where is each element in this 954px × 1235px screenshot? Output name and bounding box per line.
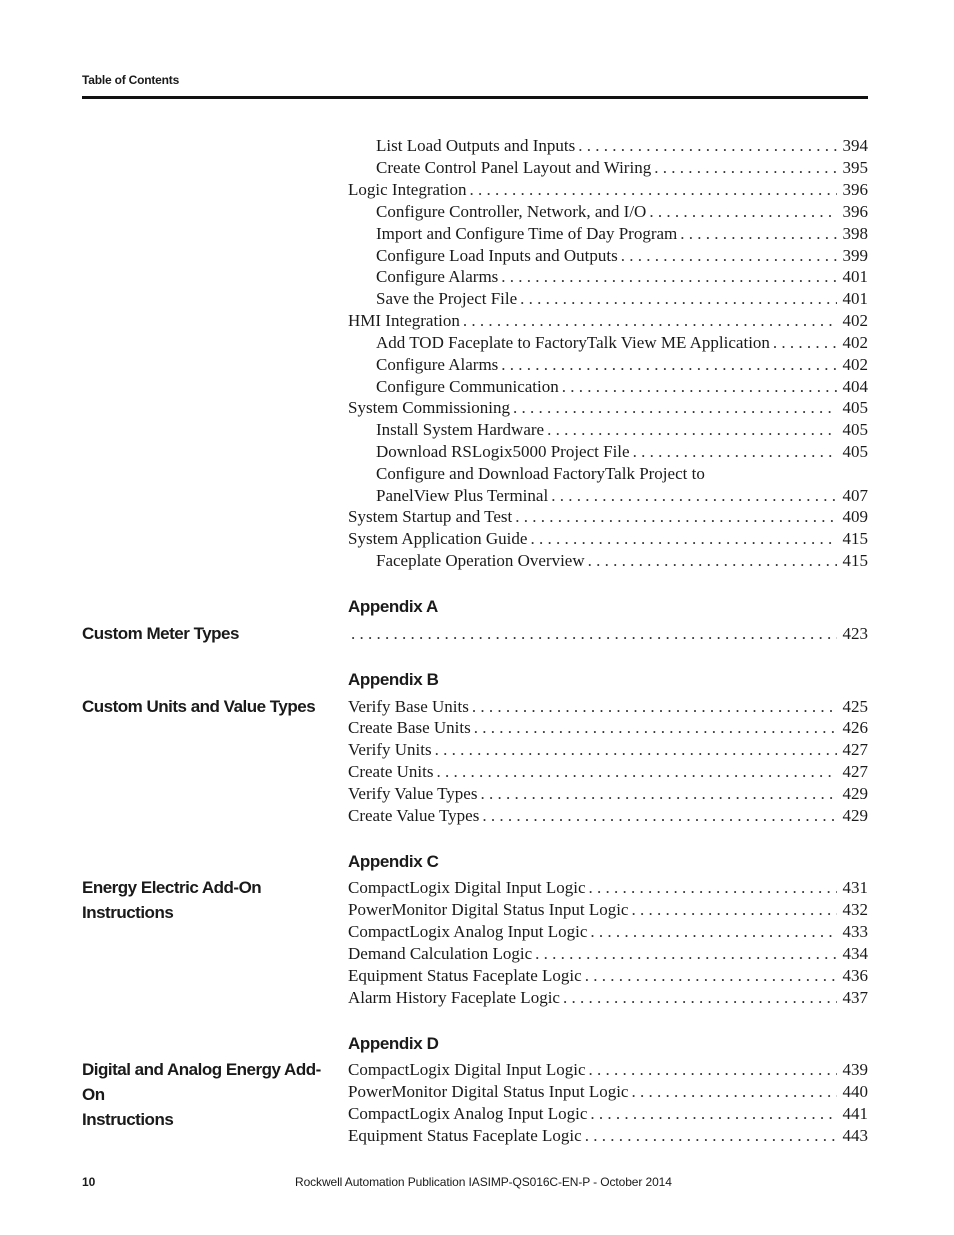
appendix-label: Appendix A	[348, 597, 438, 616]
toc-entry[interactable]: PanelView Plus Terminal . . . 407	[376, 484, 868, 506]
header-rule	[82, 96, 868, 99]
publication-footer: Rockwell Automation Publication IASIMP-QS016C-EN-P - October 2014	[295, 1175, 672, 1189]
toc-entry[interactable]: Save the Project File . . . 401	[376, 287, 868, 309]
toc-entry[interactable]: HMI Integration . . . 402	[348, 309, 868, 331]
toc-entry[interactable]: Faceplate Operation Overview . . . 415	[376, 549, 868, 571]
toc-entry[interactable]: Create Value Types . . . 429	[348, 804, 868, 826]
toc-entry[interactable]: Import and Configure Time of Day Program . . . 398	[376, 222, 868, 244]
toc-entry[interactable]: Configure Alarms . . . 402	[376, 353, 868, 375]
toc-entry[interactable]: Verify Units . . . 427	[348, 738, 868, 760]
toc-entry[interactable]: Verify Value Types . . . 429	[348, 782, 868, 804]
appendix-label: Appendix C	[348, 852, 439, 871]
toc-entry[interactable]: Add TOD Faceplate to FactoryTalk View ME Application . . . 402	[376, 331, 868, 353]
toc-entry[interactable]: CompactLogix Digital Input Logic . . . 431	[348, 876, 868, 898]
toc-entry[interactable]: CompactLogix Analog Input Logic . . . 441	[348, 1102, 868, 1124]
toc-entry[interactable]: Equipment Status Faceplate Logic . . . 443	[348, 1124, 868, 1146]
toc-entry[interactable]: Demand Calculation Logic . . . 434	[348, 942, 868, 964]
toc-entry[interactable]: Create Units . . . 427	[348, 760, 868, 782]
toc-entry[interactable]: Verify Base Units . . . 425	[348, 695, 868, 717]
appendix-title-line: Instructions	[82, 903, 174, 922]
toc-entry[interactable]: System Startup and Test . . . 409	[348, 505, 868, 527]
appendix-title-line: Instructions	[82, 1110, 174, 1129]
toc-entry[interactable]: Create Base Units . . . 426	[348, 716, 868, 738]
toc-entry[interactable]: System Application Guide . . . 415	[348, 527, 868, 549]
appendix-title-line: Digital and Analog Energy Add-On	[82, 1060, 321, 1104]
toc-entry[interactable]: PowerMonitor Digital Status Input Logic . . . 432	[348, 898, 868, 920]
toc-entry[interactable]: Download RSLogix5000 Project File . . . 405	[376, 440, 868, 462]
toc-entry[interactable]: Configure Alarms . . . 401	[376, 265, 868, 287]
toc-entry[interactable]: CompactLogix Analog Input Logic . . . 433	[348, 920, 868, 942]
appendix-title[interactable]	[82, 875, 337, 925]
toc-entry[interactable]: Install System Hardware . . . 405	[376, 418, 868, 440]
toc-entry[interactable]: Alarm History Faceplate Logic . . . 437	[348, 986, 868, 1008]
toc-entry[interactable]: PowerMonitor Digital Status Input Logic . . . 440	[348, 1080, 868, 1102]
appendix-title[interactable]: Custom Units and Value Types	[82, 697, 316, 716]
toc-entry[interactable]: Equipment Status Faceplate Logic . . . 436	[348, 964, 868, 986]
toc-entry[interactable]: System Commissioning . . . 405	[348, 396, 868, 418]
running-header: Table of Contents	[82, 73, 180, 87]
toc-entry[interactable]: Configure Controller, Network, and I/O . . . 396	[376, 200, 868, 222]
appendix-label: Appendix D	[348, 1034, 439, 1053]
appendix-label: Appendix B	[348, 670, 439, 689]
appendix-title-line: Energy Electric Add-On	[82, 878, 262, 897]
toc-entry-line1: Configure and Download FactoryTalk Project to	[376, 464, 705, 483]
appendix-title[interactable]: Custom Meter Types	[82, 624, 239, 643]
toc-entry[interactable]: Configure Communication . . . 404	[376, 375, 868, 397]
toc-entry[interactable]: CompactLogix Digital Input Logic . . . 439	[348, 1058, 868, 1080]
toc-entry[interactable]: Configure Load Inputs and Outputs . . . 399	[376, 244, 868, 266]
page-number: 10	[82, 1175, 96, 1189]
toc-entry[interactable]: Create Control Panel Layout and Wiring . . . 395	[376, 156, 868, 178]
toc-entry[interactable]: List Load Outputs and Inputs . . . 394	[376, 134, 868, 156]
appendix-title[interactable]	[82, 1057, 337, 1132]
toc-entry[interactable]: Logic Integration . . . 396	[348, 178, 868, 200]
toc-entry[interactable]: . . . 423	[348, 622, 868, 644]
